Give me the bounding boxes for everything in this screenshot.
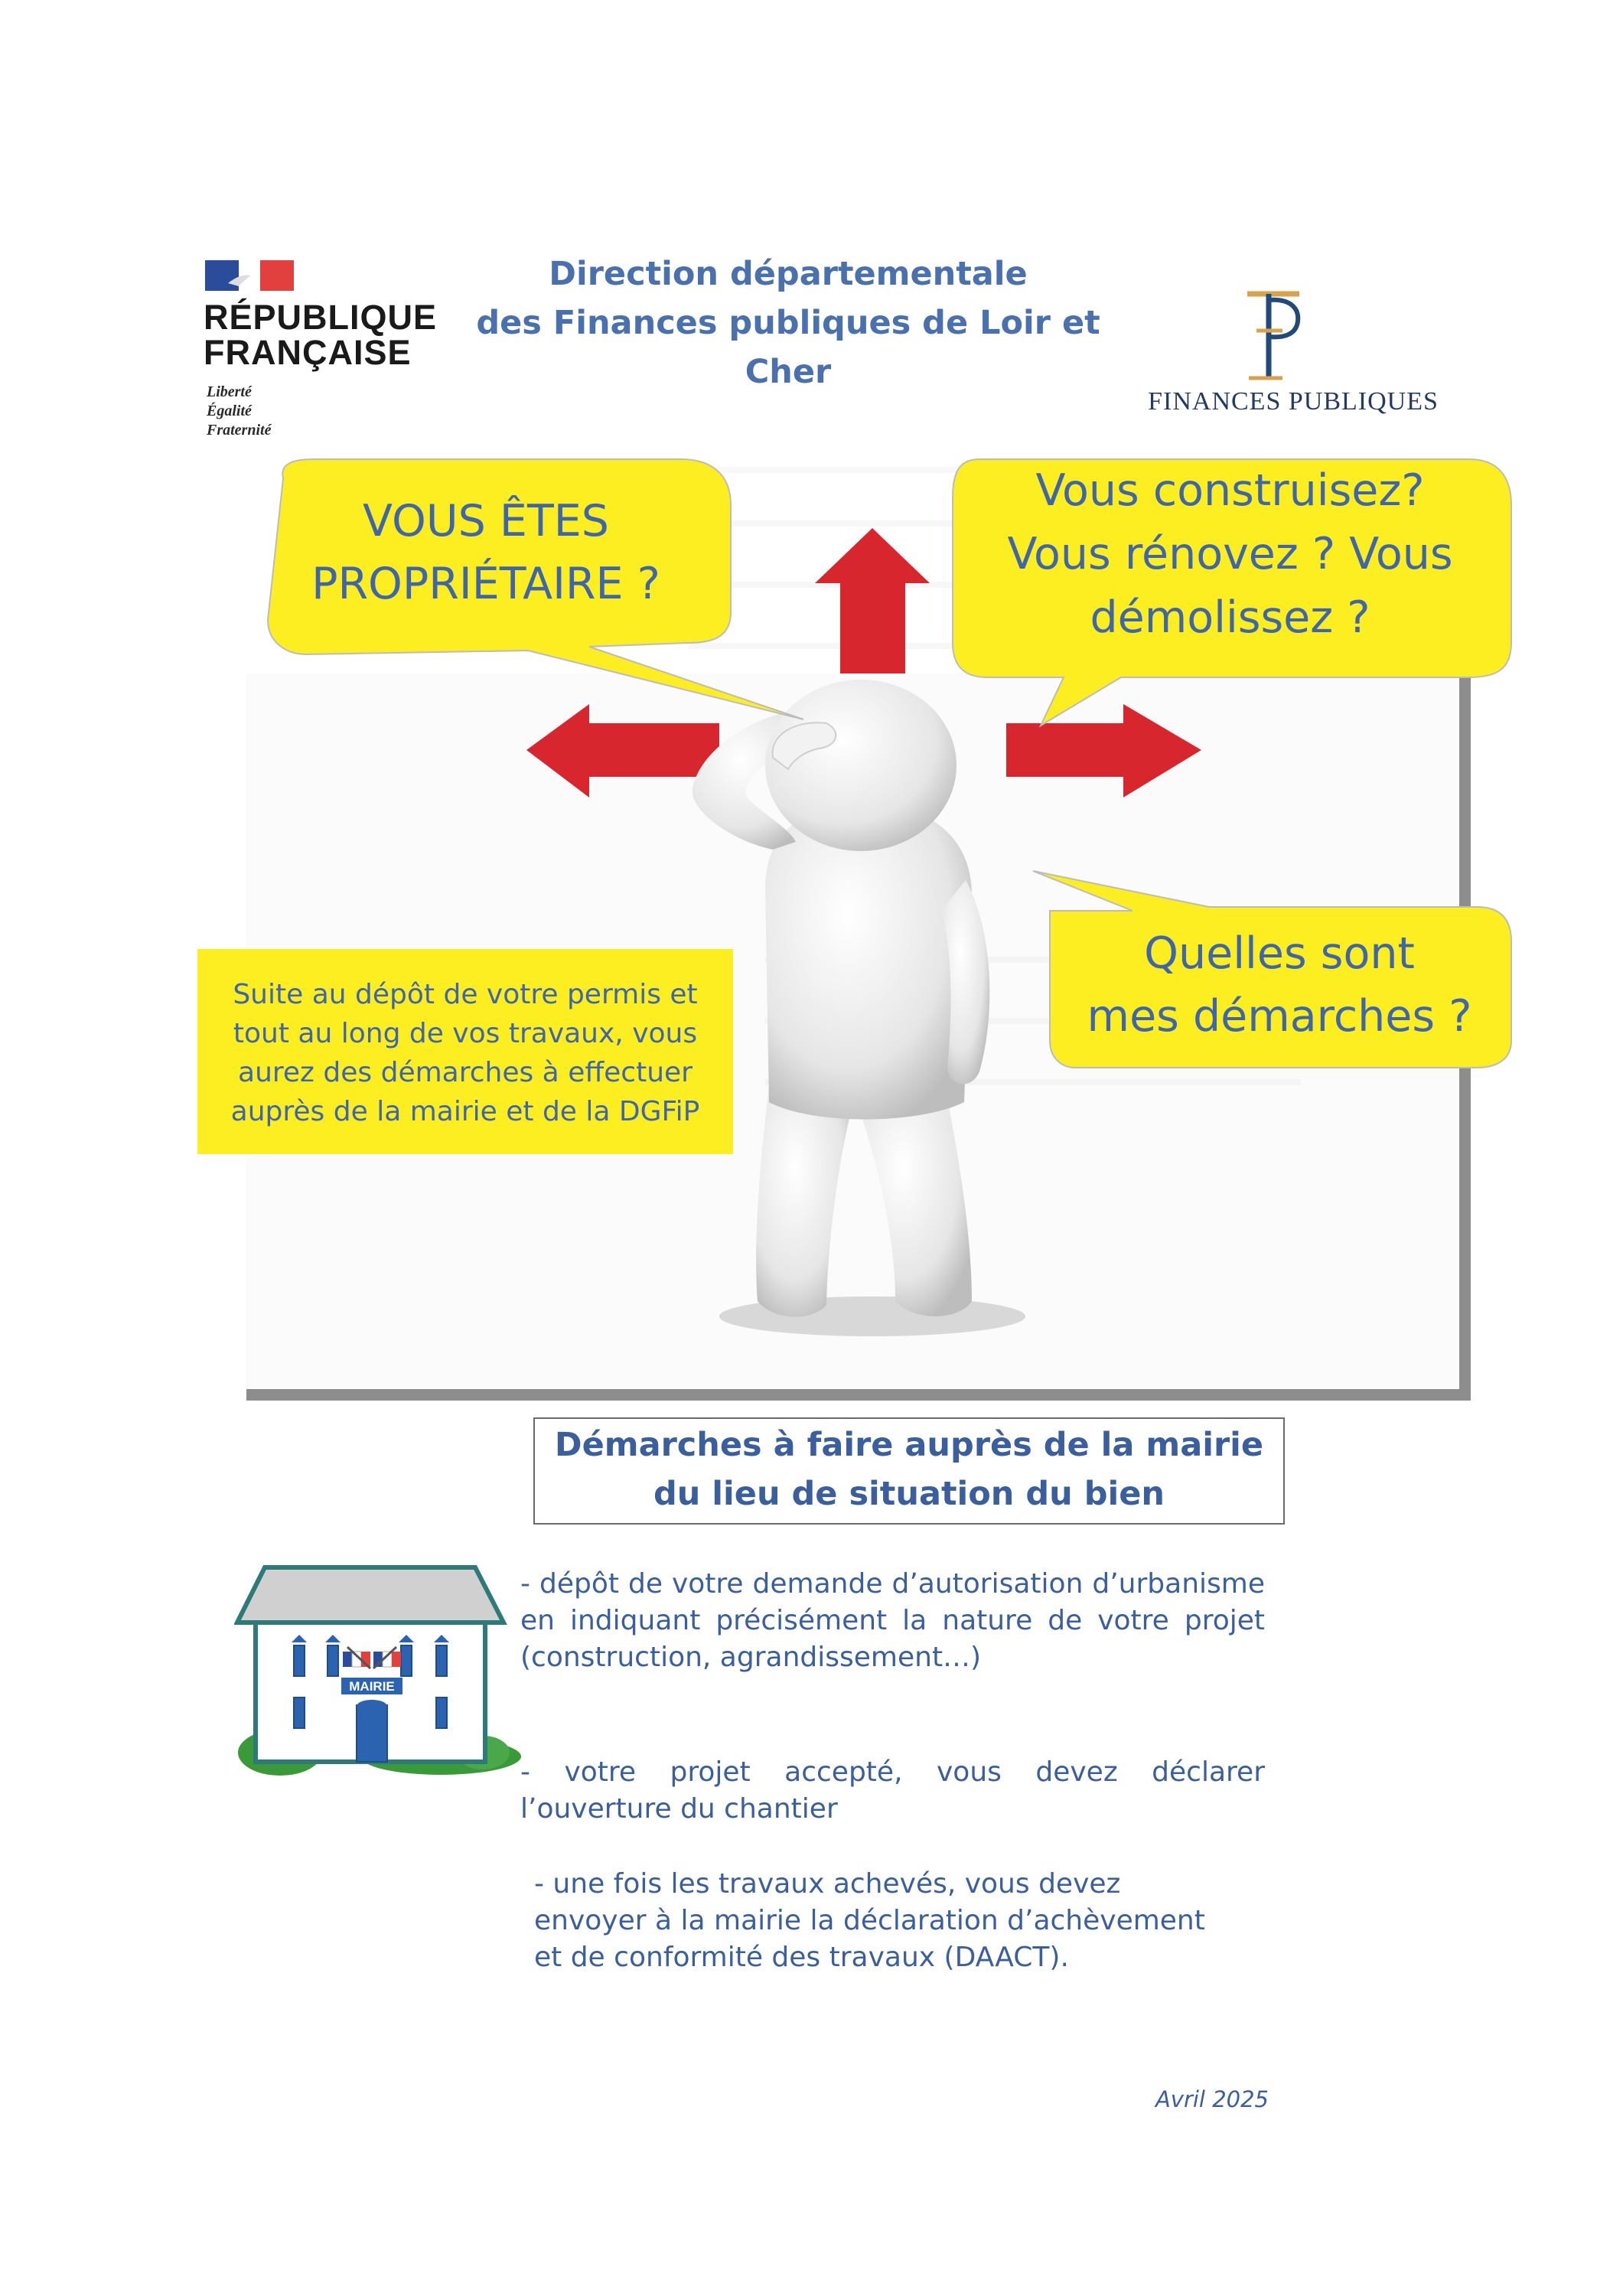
info-line-2: tout au long de vos travaux, vous (233, 1018, 698, 1049)
info-line-4: auprès de la mairie et de la DGFiP (230, 1096, 700, 1127)
steps-line-2: mes démarches ? (1087, 991, 1472, 1042)
steps-line-1: Quelles sont (1144, 928, 1415, 979)
build-line-2: Vous rénovez ? Vous (1007, 529, 1453, 579)
page-title-line-2: des Finances publiques de Loir et Cher (476, 304, 1100, 391)
owner-line-2: PROPRIÉTAIRE ? (311, 559, 660, 609)
build-line-3: démolissez ? (1090, 592, 1370, 643)
step-daact: - une fois les travaux achevés, vous devez envoyer à la mairie la déclaration d’achèvement et de conformité des travaux (DAACT). (534, 1868, 1205, 1973)
motto-fraternite: Fraternité (207, 422, 272, 439)
document-date: Avril 2025 (1155, 2086, 1269, 2112)
motto-egalite: Égalité (207, 403, 252, 419)
motto-liberte: Liberté (207, 383, 252, 400)
owner-line-1: VOUS ÊTES (363, 496, 609, 546)
info-line-3: aurez des démarches à effectuer (238, 1057, 693, 1088)
red-arrow-icon-left (526, 704, 719, 797)
section-title (533, 1417, 1285, 1525)
red-arrow-icon-up (815, 528, 930, 673)
finances-publiques-label: FINANCES PUBLIQUES (1148, 387, 1439, 416)
mairie-building-icon (234, 1561, 522, 1780)
republique-line-2: FRANÇAISE (204, 333, 412, 372)
page-title-line-1: Direction départementale (549, 255, 1028, 293)
speech-bubble-owner-text (264, 490, 708, 615)
thinking-person-figure (693, 680, 1025, 1336)
mairie-sign: MAIRIE (349, 1679, 395, 1694)
step-permit: - dépôt de votre demande d’autorisation d’urbanisme en indiquant précisément la nature de votre projet (construction, agrandissement…) (520, 1568, 1265, 1673)
speech-bubble-steps-text (1050, 922, 1509, 1048)
red-arrow-icon-right (1006, 704, 1201, 797)
republique-line-1: RÉPUBLIQUE (204, 298, 438, 337)
speech-bubble-build-text (953, 459, 1507, 650)
section-title-line-2: du lieu de situation du bien (653, 1475, 1165, 1513)
info-line-1: Suite au dépôt de votre permis et (233, 979, 698, 1010)
step-opening: - votre projet accepté, vous devez déclarer l’ouverture du chantier (520, 1756, 1265, 1825)
info-box (197, 949, 733, 1154)
section-title-line-1: Démarches à faire auprès de la mairie (554, 1426, 1264, 1464)
build-line-1: Vous construisez? (1035, 465, 1425, 516)
